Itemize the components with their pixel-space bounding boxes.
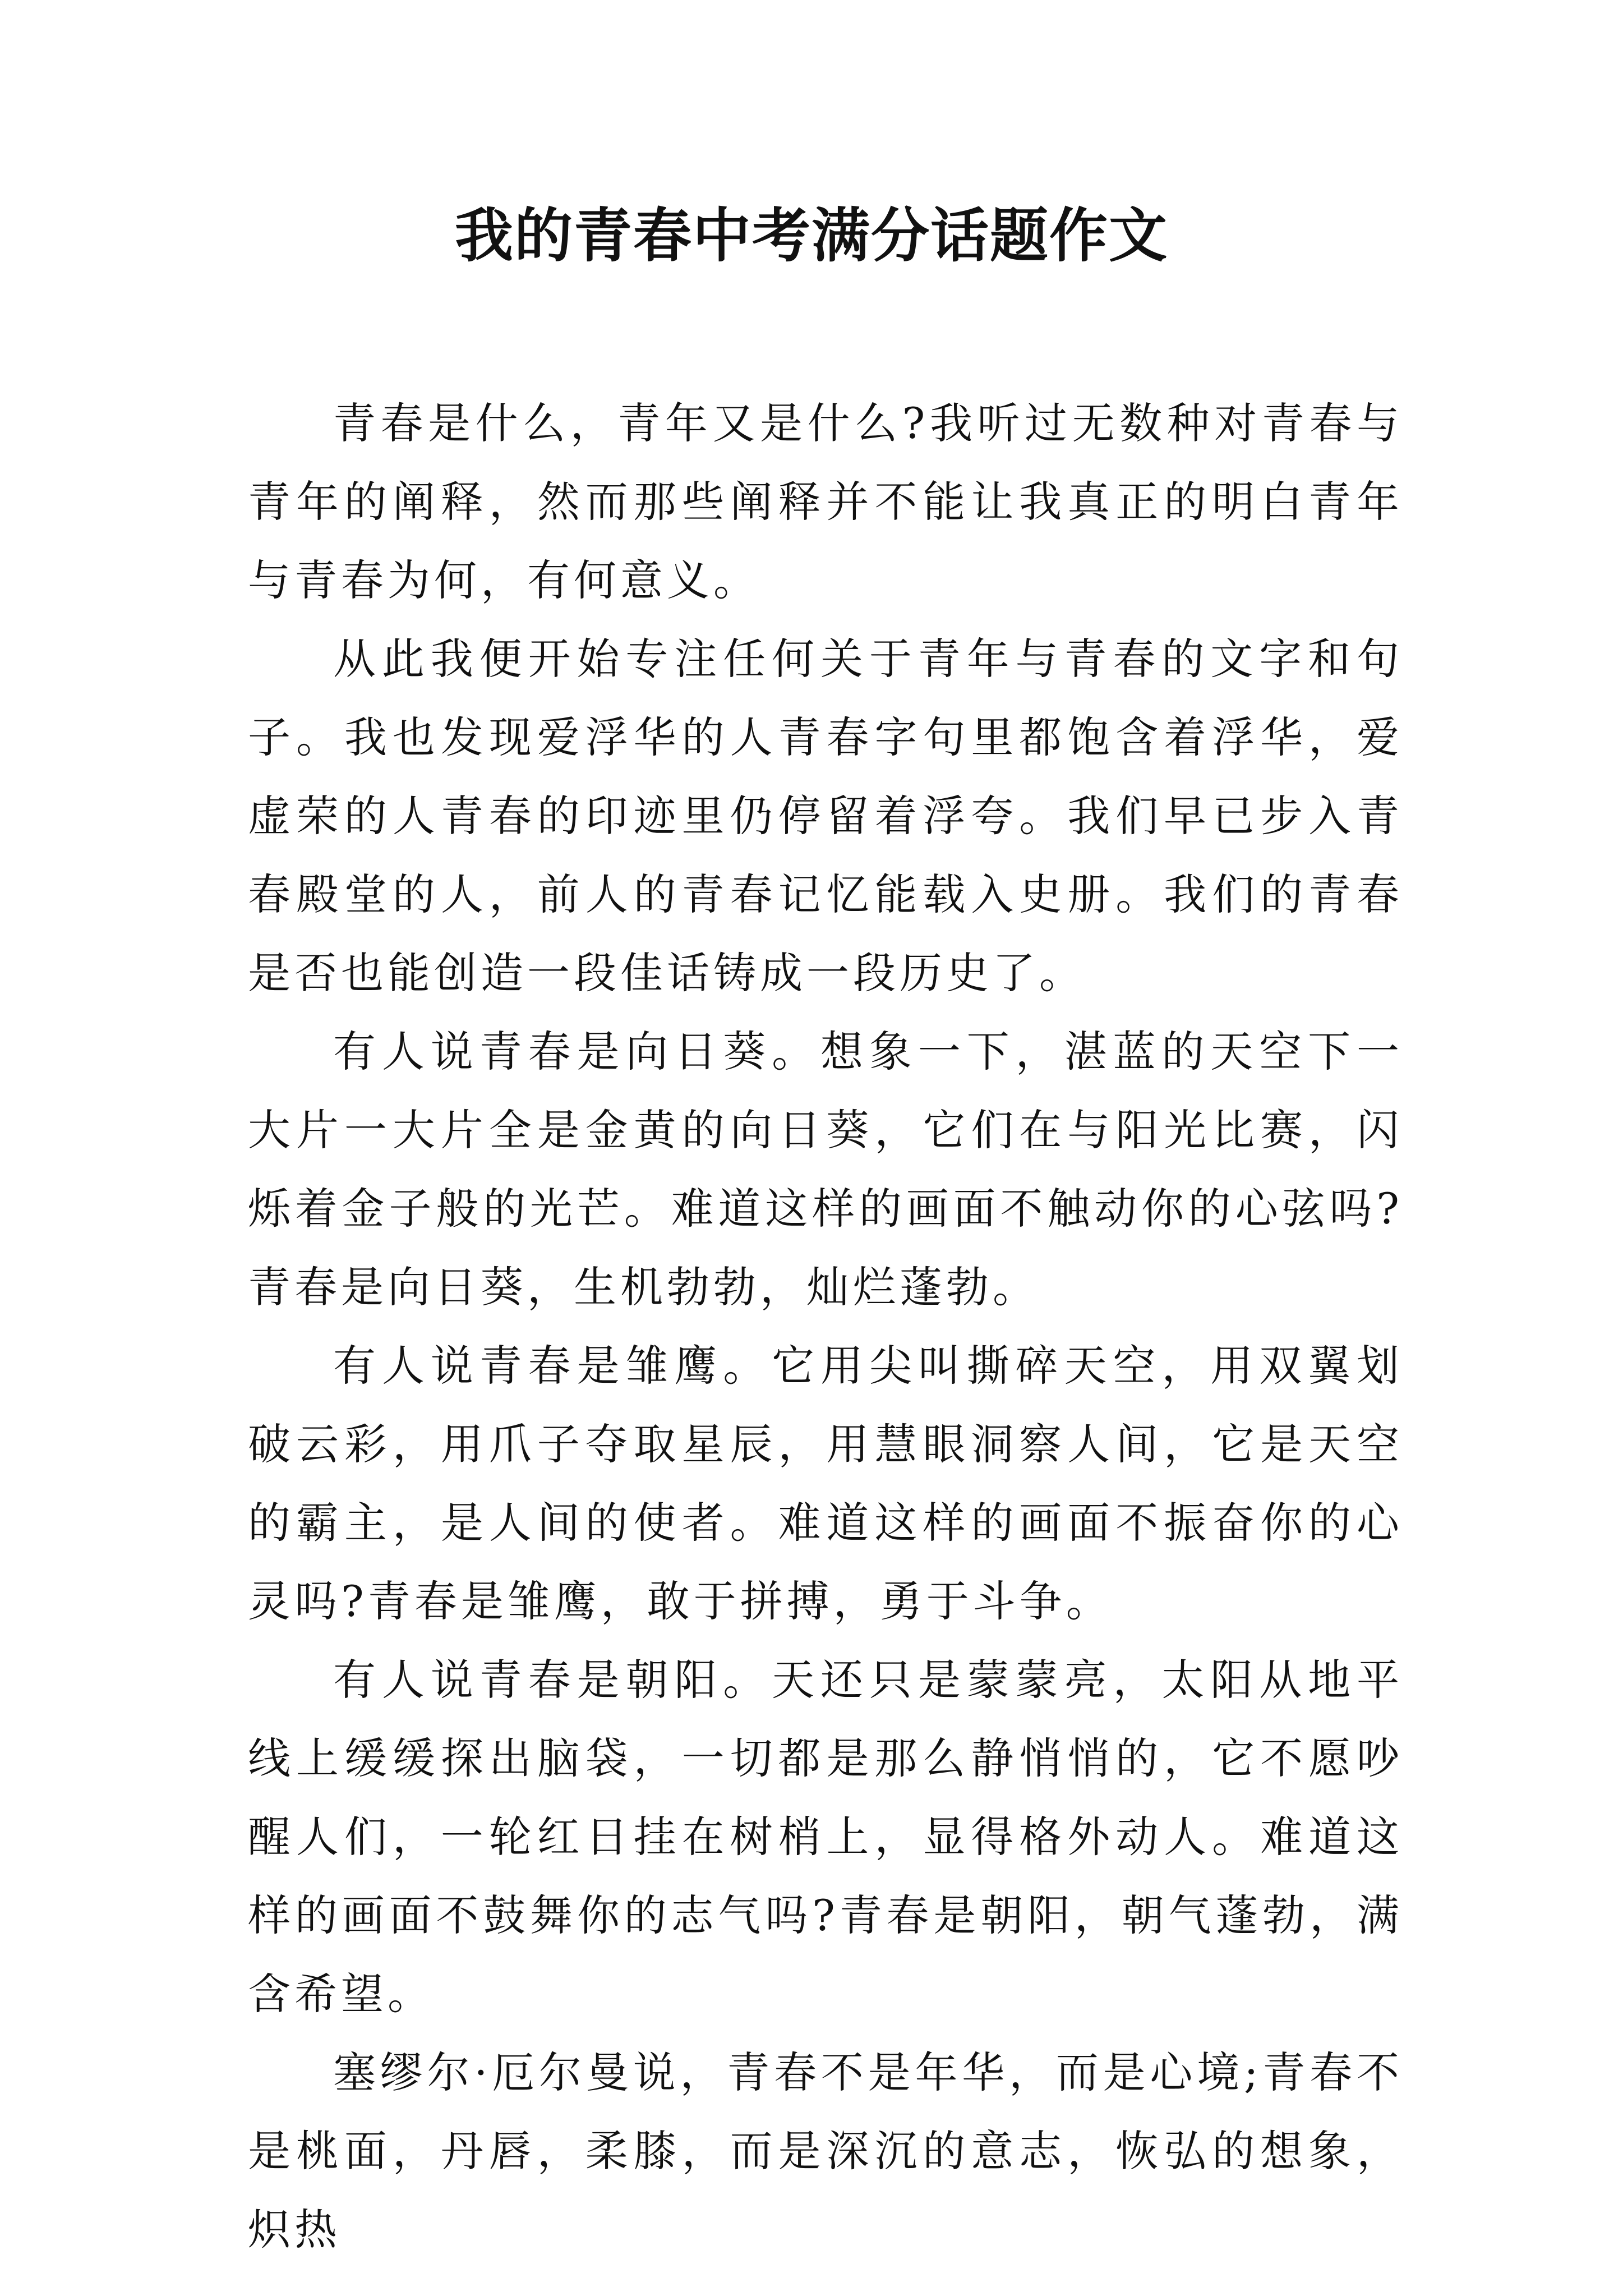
paragraph-2: 从此我便开始专注任何关于青年与青春的文字和句子。我也发现爱浮华的人青春字句里都饱含着浮华，爱虚荣的人青春的印迹里仍停留着浮夸。我们早已步入青春殿堂的人，前人的青春记忆能载入史册。我们的青春是否也能创造一段佳话铸成一段历史了。 xyxy=(248,634,1403,998)
paragraph-6: 塞缪尔·厄尔曼说，青春不是年华，而是心境;青春不是桃面，丹唇，柔膝，而是深沉的意志，恢弘的想象，炽热 xyxy=(248,2047,1403,2254)
paragraph-5: 有人说青春是朝阳。天还只是蒙蒙亮，太阳从地平线上缓缓探出脑袋，一切都是那么静悄悄的，它不愿吵醒人们，一轮红日挂在树梢上，显得格外动人。难道这样的画面不鼓舞你的志气吗?青春是朝阳，朝气蓬勃，满含希望。 xyxy=(248,1655,1403,2019)
paragraph-3: 有人说青春是向日葵。想象一下，湛蓝的天空下一大片一大片全是金黄的向日葵，它们在与阳光比赛，闪烁着金子般的光芒。难道这样的画面不触动你的心弦吗?青春是向日葵，生机勃勃，灿烂蓬勃。 xyxy=(248,1027,1403,1312)
paragraph-4: 有人说青春是雏鹰。它用尖叫撕碎天空，用双翼划破云彩，用爪子夺取星辰，用慧眼洞察人间，它是天空的霸主，是人间的使者。难道这样的画面不振奋你的心灵吗?青春是雏鹰，敢于拼搏，勇于斗争。 xyxy=(248,1341,1403,1626)
document-body xyxy=(248,384,1403,2269)
document-title: 我的青春中考满分话题作文 xyxy=(454,201,1168,270)
paragraph-1: 青春是什么，青年又是什么?我听过无数种对青春与青年的阐释，然而那些阐释并不能让我真正的明白青年与青春为何，有何意义。 xyxy=(248,398,1403,605)
